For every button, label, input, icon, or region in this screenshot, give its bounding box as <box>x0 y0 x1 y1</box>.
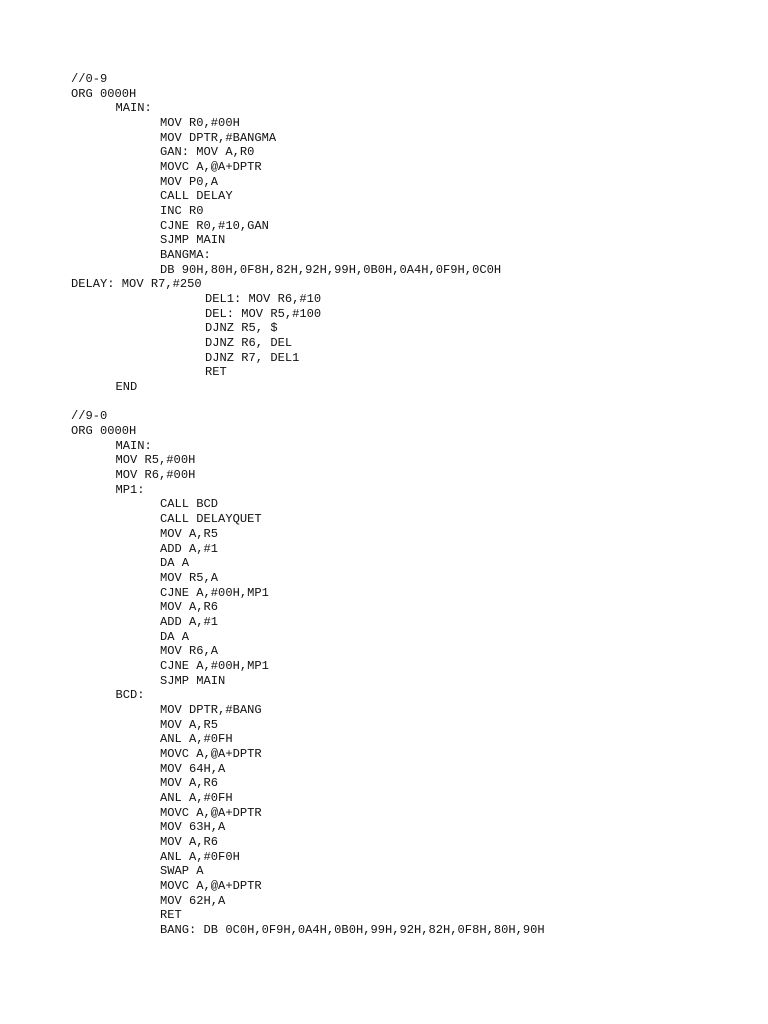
code-line: MOV R6,A <box>160 644 219 659</box>
code-line: DJNZ R6, DEL <box>205 336 293 351</box>
code-line: RET <box>205 365 227 380</box>
code-line: MOV DPTR,#BANGMA <box>160 130 277 145</box>
code-line: MOV A,R6 <box>160 600 219 615</box>
code-line: DJNZ R7, DEL1 <box>205 350 300 365</box>
code-line: MOV 64H,A <box>160 761 226 776</box>
code-line: CJNE R0,#10,GAN <box>160 218 269 233</box>
main-label: MAIN: <box>115 101 152 116</box>
code-line: MOVC A,@A+DPTR <box>160 805 262 820</box>
code-line: GAN: MOV A,R0 <box>160 145 255 160</box>
code-line: ADD A,#1 <box>160 541 219 556</box>
code-line: MOV R5,#00H <box>115 453 196 468</box>
code-line: MOVC A,@A+DPTR <box>160 160 262 175</box>
code-line: MOV A,R5 <box>160 717 219 732</box>
code-line: CALL BCD <box>160 497 219 512</box>
code-line: SJMP MAIN <box>160 673 226 688</box>
code-line: SWAP A <box>160 864 204 879</box>
comment-line: //9-0 <box>71 409 108 424</box>
code-line: ANL A,#0F0H <box>160 849 240 864</box>
code-line: DEL1: MOV R6,#10 <box>205 292 322 307</box>
code-line: DB 90H,80H,0F8H,82H,92H,99H,0B0H,0A4H,0F9H,0C0H <box>160 262 502 277</box>
code-line: MOV 62H,A <box>160 893 226 908</box>
code-line: DA A <box>160 629 190 644</box>
main-label: MAIN: <box>115 438 152 453</box>
code-line: DEL: MOV R5,#100 <box>205 306 322 321</box>
delay-label: DELAY: MOV R7,#250 <box>71 277 202 292</box>
code-line: CALL DELAYQUET <box>160 512 262 527</box>
code-line: MOV DPTR,#BANG <box>160 702 262 717</box>
code-line: DJNZ R5, $ <box>205 321 278 336</box>
code-line: INC R0 <box>160 204 204 219</box>
bcd-label: BCD: <box>115 688 145 703</box>
code-document <box>71 72 751 938</box>
org-directive: ORG 0000H <box>71 424 137 439</box>
comment-line: //0-9 <box>71 72 108 86</box>
code-line: MOVC A,@A+DPTR <box>160 878 262 893</box>
mp1-label: MP1: <box>115 482 145 497</box>
end-directive: END <box>115 380 138 395</box>
code-line: CJNE A,#00H,MP1 <box>160 585 269 600</box>
code-line: MOVC A,@A+DPTR <box>160 746 262 761</box>
code-line: RET <box>160 908 182 923</box>
code-line: CJNE A,#00H,MP1 <box>160 658 269 673</box>
code-line: DA A <box>160 556 190 571</box>
code-line: BANGMA: <box>160 248 211 263</box>
code-line: CALL DELAY <box>160 189 233 204</box>
code-line: BANG: DB 0C0H,0F9H,0A4H,0B0H,99H,92H,82H,0F8H,80H,90H <box>160 922 545 937</box>
code-line: MOV A,R6 <box>160 776 219 791</box>
code-line: MOV R0,#00H <box>160 116 240 131</box>
code-line: ANL A,#0FH <box>160 732 233 747</box>
spacer <box>71 395 751 410</box>
code-line: MOV A,R5 <box>160 526 219 541</box>
org-directive: ORG 0000H <box>71 86 137 101</box>
code-line: MOV R5,A <box>160 570 219 585</box>
code-line: MOV 63H,A <box>160 820 226 835</box>
code-line: MOV A,R6 <box>160 834 219 849</box>
code-line: SJMP MAIN <box>160 233 226 248</box>
code-line: MOV R6,#00H <box>115 468 196 483</box>
code-line: MOV P0,A <box>160 174 219 189</box>
code-line: ADD A,#1 <box>160 614 219 629</box>
code-line: ANL A,#0FH <box>160 790 233 805</box>
